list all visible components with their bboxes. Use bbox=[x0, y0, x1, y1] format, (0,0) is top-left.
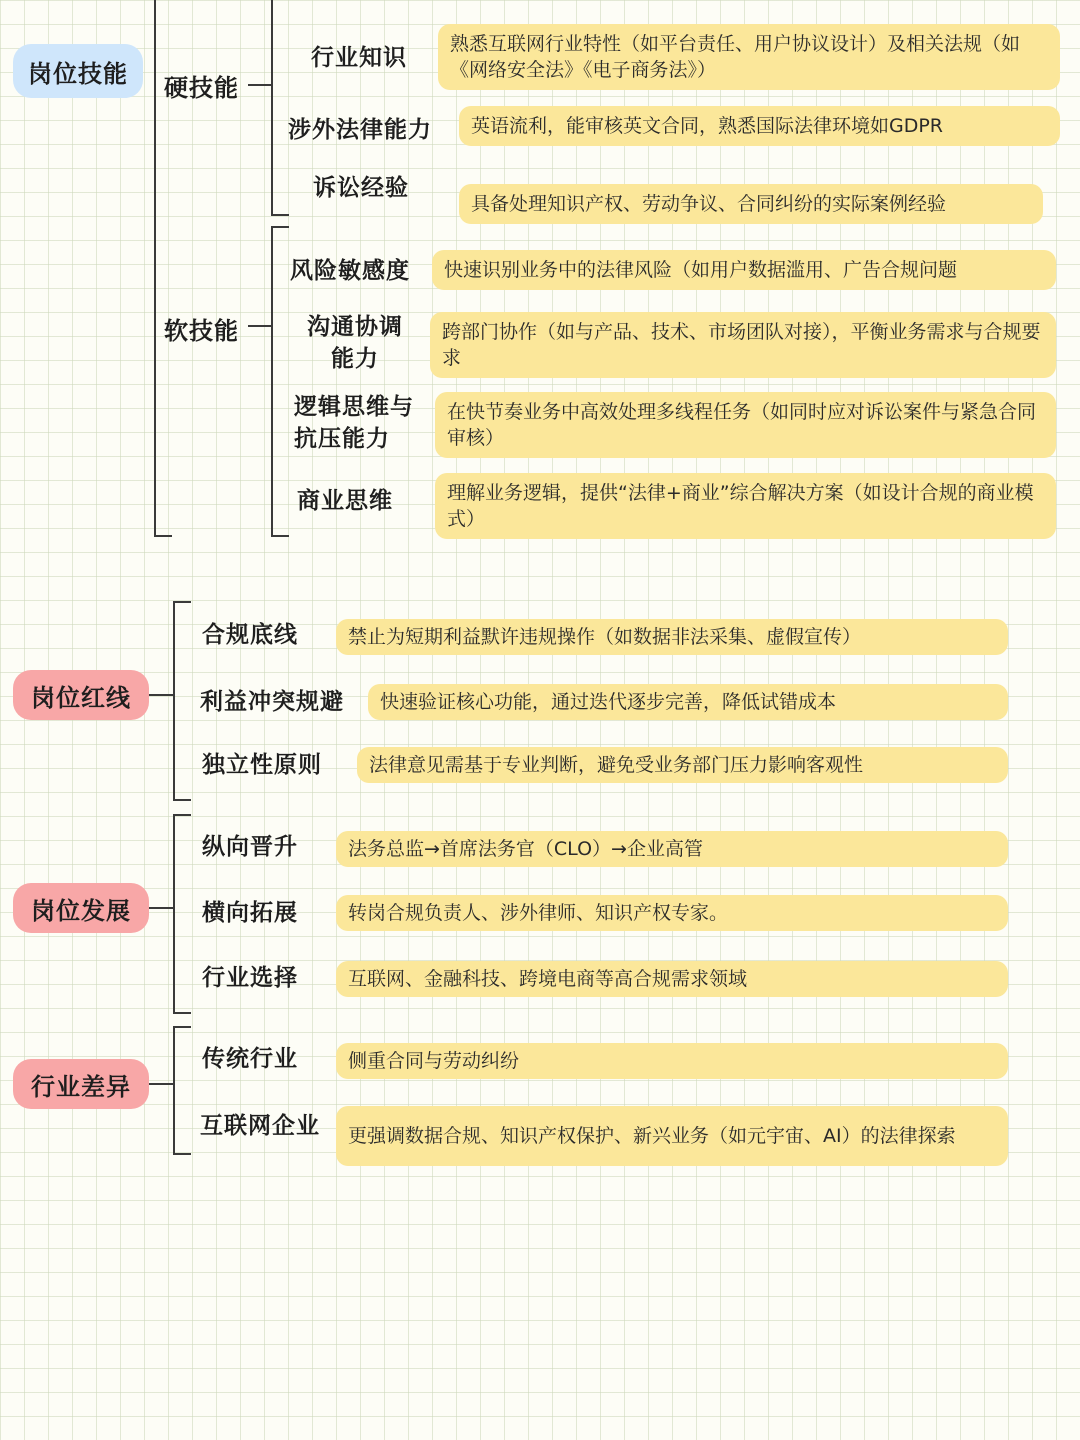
category-soft-skills: 软技能 bbox=[164, 317, 239, 345]
industry-label-internet: 互联网企业 bbox=[200, 1113, 320, 1139]
redline-bracket-top bbox=[173, 601, 191, 603]
redline-label-independence: 独立性原则 bbox=[202, 752, 322, 778]
development-label-vertical: 纵向晋升 bbox=[202, 834, 298, 860]
redline-bracket bbox=[173, 601, 175, 801]
hard-connector bbox=[248, 84, 272, 86]
section-title-development: 岗位发展 bbox=[13, 883, 149, 933]
soft-label-business: 商业思维 bbox=[297, 488, 393, 514]
redline-desc-compliance: 禁止为短期利益默许违规操作（如数据非法采集、虚假宣传） bbox=[336, 619, 1008, 655]
redline-desc-conflict: 快速验证核心功能，通过迭代逐步完善，降低试错成本 bbox=[368, 684, 1008, 720]
hard-desc-foreign-law: 英语流利，能审核英文合同，熟悉国际法律环境如GDPR bbox=[459, 106, 1060, 146]
redline-bracket-bottom bbox=[173, 799, 191, 801]
soft-bracket bbox=[271, 226, 273, 537]
skills-bracket-bottom bbox=[154, 535, 172, 537]
development-label-industry: 行业选择 bbox=[202, 965, 298, 991]
hard-desc-industry: 熟悉互联网行业特性（如平台责任、用户协议设计）及相关法规（如《网络安全法》《电子商务法》） bbox=[438, 24, 1060, 90]
soft-bracket-bottom bbox=[271, 535, 289, 537]
development-label-horizontal: 横向拓展 bbox=[202, 900, 298, 926]
industry-bracket-bottom bbox=[173, 1153, 191, 1155]
soft-bracket-top bbox=[271, 226, 289, 228]
redline-label-conflict: 利益冲突规避 bbox=[200, 689, 344, 715]
soft-connector bbox=[248, 325, 272, 327]
category-hard-skills: 硬技能 bbox=[164, 74, 239, 102]
section-title-redline: 岗位红线 bbox=[13, 670, 149, 720]
industry-connector bbox=[149, 1083, 174, 1085]
development-connector bbox=[149, 907, 174, 909]
industry-bracket-top bbox=[173, 1026, 191, 1028]
redline-connector bbox=[149, 694, 174, 696]
soft-desc-communication: 跨部门协作（如与产品、技术、市场团队对接），平衡业务需求与合规要求 bbox=[430, 312, 1056, 378]
soft-label-risk: 风险敏感度 bbox=[290, 258, 410, 284]
soft-label-logic: 逻辑思维与抗压能力 bbox=[294, 394, 414, 452]
section-title-industry: 行业差异 bbox=[13, 1059, 149, 1109]
hard-label-foreign-law: 涉外法律能力 bbox=[288, 117, 432, 143]
redline-label-compliance: 合规底线 bbox=[202, 622, 298, 648]
soft-desc-logic: 在快节奏业务中高效处理多线程任务（如同时应对诉讼案件与紧急合同审核） bbox=[435, 392, 1056, 458]
soft-label-communication: 沟通协调能力 bbox=[307, 314, 403, 372]
industry-desc-internet: 更强调数据合规、知识产权保护、新兴业务（如元宇宙、AI）的法律探索 bbox=[336, 1106, 1008, 1166]
industry-desc-traditional: 侧重合同与劳动纠纷 bbox=[336, 1043, 1008, 1079]
industry-bracket bbox=[173, 1026, 175, 1155]
hard-label-industry: 行业知识 bbox=[311, 45, 407, 71]
redline-desc-independence: 法律意见需基于专业判断，避免受业务部门压力影响客观性 bbox=[357, 747, 1008, 783]
development-desc-industry: 互联网、金融科技、跨境电商等高合规需求领域 bbox=[336, 961, 1008, 997]
industry-label-traditional: 传统行业 bbox=[202, 1046, 298, 1072]
section-title-skills: 岗位技能 bbox=[13, 44, 143, 98]
skills-bracket bbox=[154, 0, 156, 537]
soft-desc-business: 理解业务逻辑，提供“法律+商业”综合解决方案（如设计合规的商业模式） bbox=[435, 473, 1056, 539]
development-bracket-bottom bbox=[173, 1012, 191, 1014]
hard-bracket-bottom bbox=[271, 214, 289, 216]
hard-label-litigation: 诉讼经验 bbox=[313, 175, 409, 201]
development-bracket bbox=[173, 814, 175, 1014]
development-bracket-top bbox=[173, 814, 191, 816]
development-desc-vertical: 法务总监→首席法务官（CLO）→企业高管 bbox=[336, 831, 1008, 867]
hard-bracket bbox=[271, 0, 273, 216]
hard-desc-litigation: 具备处理知识产权、劳动争议、合同纠纷的实际案例经验 bbox=[459, 184, 1043, 224]
soft-desc-risk: 快速识别业务中的法律风险（如用户数据滥用、广告合规问题 bbox=[432, 250, 1056, 290]
development-desc-horizontal: 转岗合规负责人、涉外律师、知识产权专家。 bbox=[336, 895, 1008, 931]
